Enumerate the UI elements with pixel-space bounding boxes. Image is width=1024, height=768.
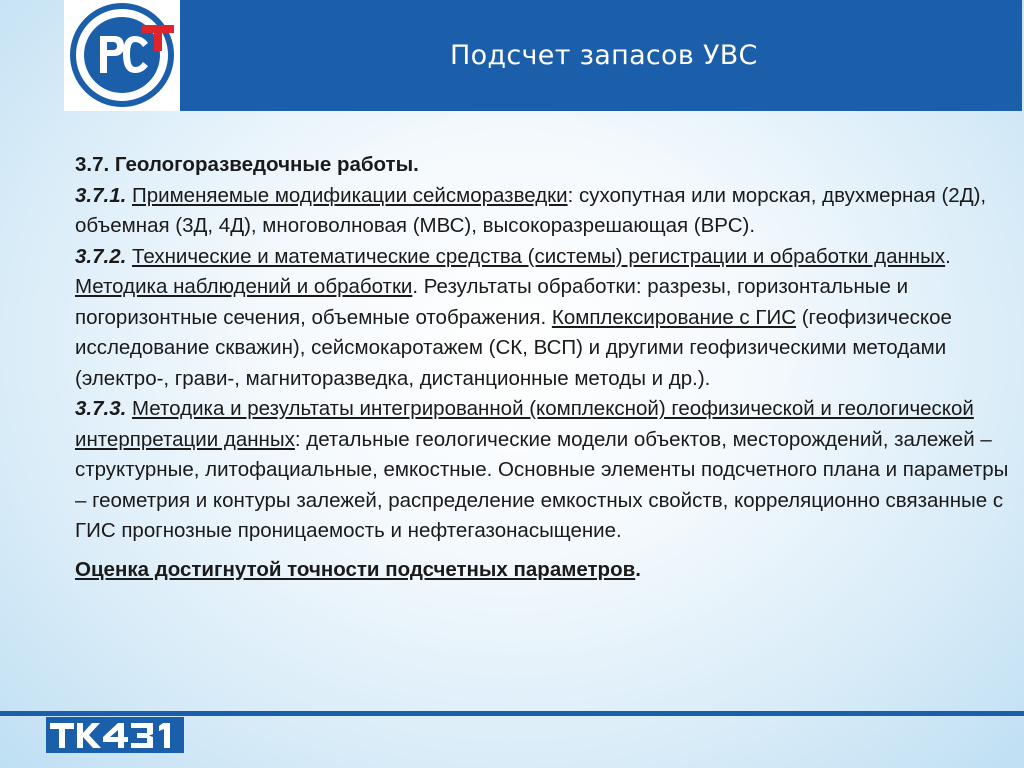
item-number: 3.7.1.: [75, 183, 127, 207]
paragraph-text: : сухопутная или морская, двухмерная (2Д), объемная (3Д, 4Д), многоволновая (МВС), высокоразрешающая (ВРС).: [75, 183, 987, 237]
item-number: 3.7.3.: [75, 397, 127, 420]
paragraph-3-7-2: [75, 242, 1010, 395]
underlined-term: Применяемые модификации сейсморазведки: [132, 183, 568, 207]
paragraph-text: : детальные геологические модели объектов, месторождений, залежей – структурные, литофациальные, емкостные. Основные элементы подсчетного плана и параметры – геометрия и контуры залежей, распределение емкостных свойств, корреляционно связанные с ГИС прогнозные проницаемость и нефтегазонасыщение.: [75, 427, 1009, 542]
rst-logo-icon: [66, 3, 178, 108]
rst-logo: [64, 0, 180, 111]
page-title: Подсчет запасов УВС: [450, 40, 758, 71]
paragraph-text: (геофизическое исследование скважин), сейсмокаротажем (СК, ВСП) и другими геофизическими методами (электро-, грави-, магниторазведка, дистанционные методы и др.).: [75, 305, 952, 390]
underlined-term: Технические и математические средства (системы) регистрации и обработки данных: [132, 244, 946, 268]
footer-divider: [0, 711, 1024, 716]
paragraph-text: . Результаты обработки: разрезы, горизонтальные и погоризонтные сечения, объемные отображения.: [75, 275, 909, 329]
paragraph-3-7-1: [75, 181, 1010, 242]
underlined-term: Методика наблюдений и обработки: [75, 275, 413, 298]
paragraph-3-7-3: [75, 394, 1010, 547]
conclusion-end: .: [635, 557, 641, 581]
section-heading: 3.7. Геологоразведочные работы.: [75, 153, 419, 176]
tk431-logo: [46, 717, 184, 758]
underlined-term: Методика и результаты интегрированной (комплексной) геофизической и геологической интерпретации данных: [75, 397, 974, 451]
tk431-logo-icon: [46, 717, 184, 753]
underlined-term: Комплексирование с ГИС: [551, 305, 797, 329]
slide-body: [75, 150, 1010, 585]
conclusion-line: [75, 555, 1010, 586]
item-number: 3.7.2.: [75, 244, 127, 268]
underlined-term: Оценка достигнутой точности подсчетных параметров: [75, 557, 636, 581]
paragraph-text: .: [945, 244, 951, 268]
